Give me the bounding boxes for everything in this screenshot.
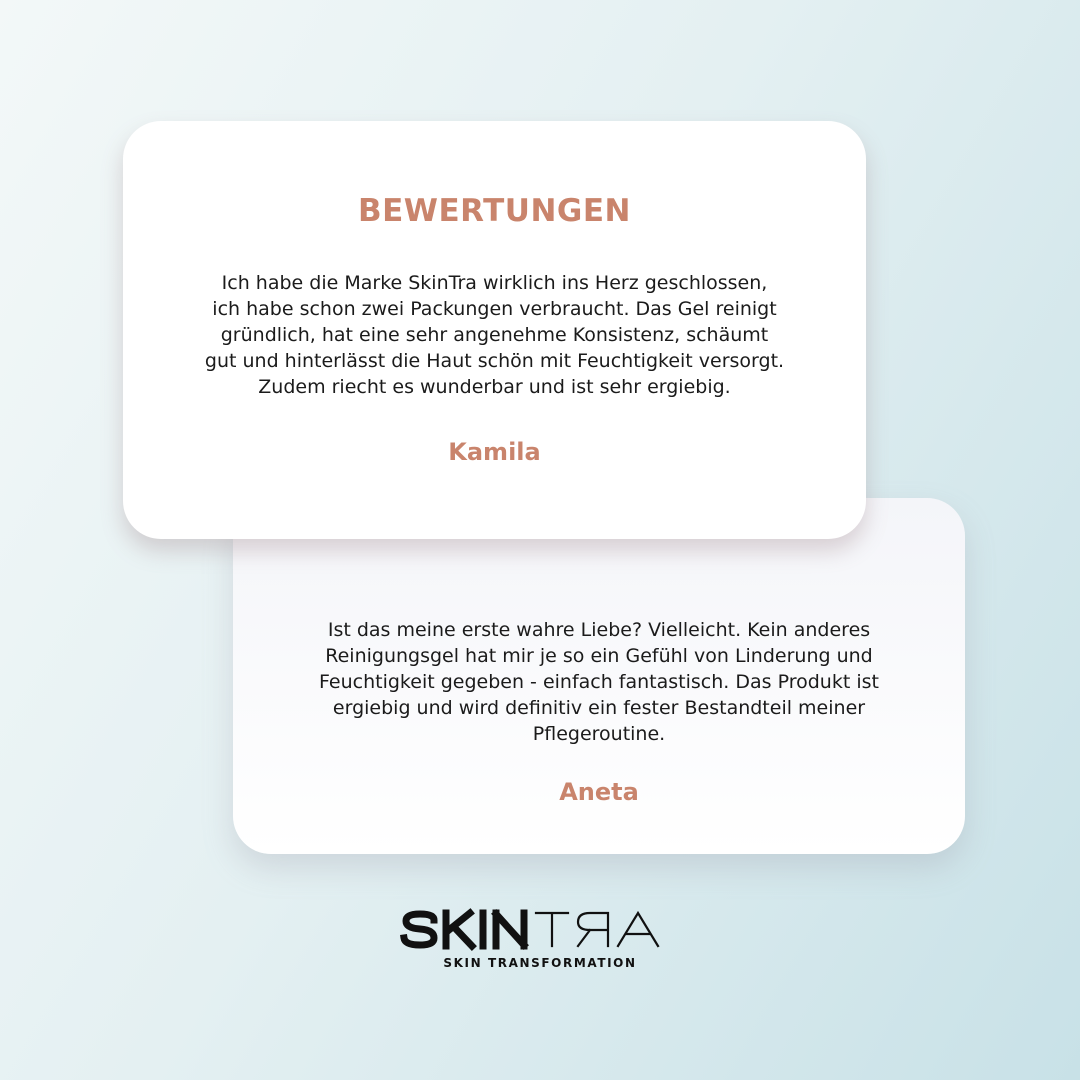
review-card-aneta-content [233,0,965,860]
review-line: Ich habe die Marke SkinTra wirklich ins Herz geschlossen, [221,272,768,294]
review-line: gut und hinterlässt die Haut schön mit Feuchtigkeit versorgt. [204,350,785,372]
review-author: Aneta [559,778,639,806]
review-line: Reinigungsgel hat mir je so ein Gefühl von Linderung und [325,645,873,667]
review-line: Pflegeroutine. [532,723,666,745]
review-text [233,617,965,747]
review-line: ich habe schon zwei Packungen verbraucht. Das Gel reinigt [212,298,777,320]
review-author: Kamila [448,438,541,466]
page-title: BEWERTUNGEN [358,193,631,229]
review-line: gründlich, hat eine sehr angenehme Konsistenz, schäumt [220,324,769,346]
brand-tagline: SKIN TRANSFORMATION [443,956,637,970]
brand-logo [390,905,690,985]
review-line: ergiebig und wird definitiv ein fester Bestandteil meiner [332,697,866,719]
review-line: Ist das meine erste wahre Liebe? Vielleicht. Kein anderes [327,619,871,641]
skintra-logo-icon [390,905,690,955]
review-line: Zudem riecht es wunderbar und ist sehr ergiebig. [258,376,731,398]
review-line: Feuchtigkeit gegeben - einfach fantastisch. Das Produkt ist [319,671,879,693]
